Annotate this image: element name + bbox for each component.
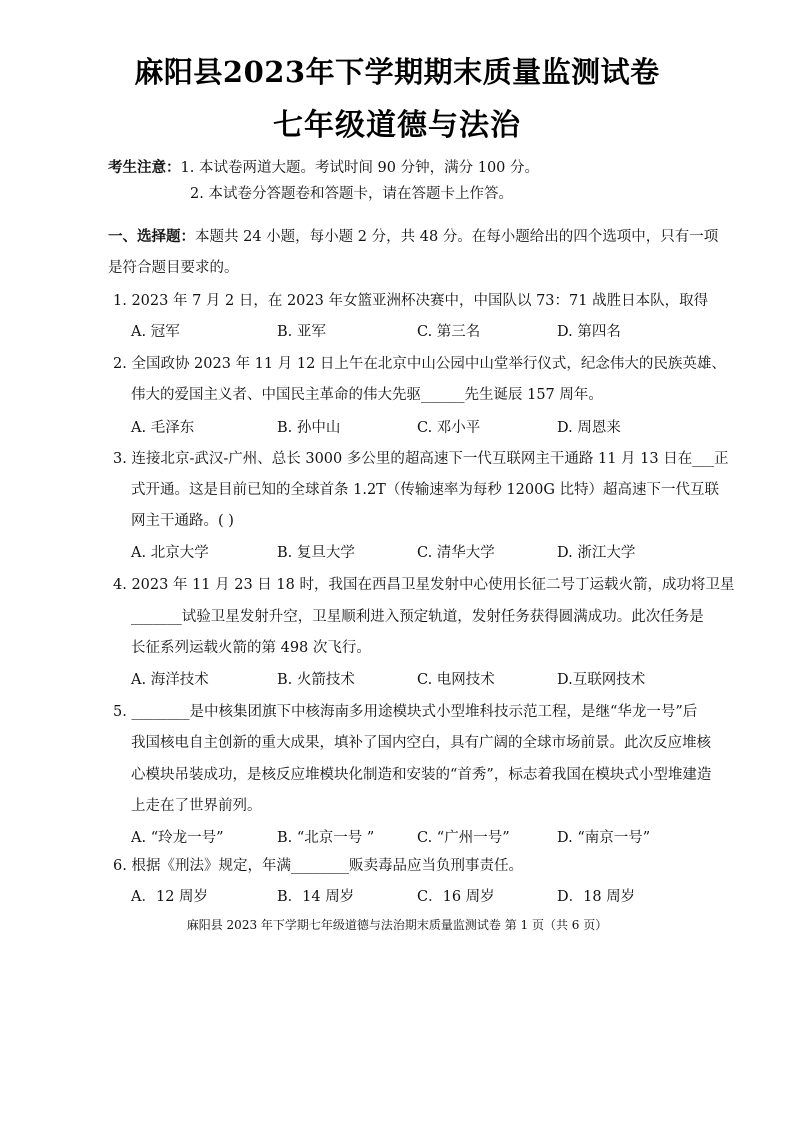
- question-4-option-d: D.互联网技术: [557, 672, 646, 688]
- question-4-line-1: 4. 2023 年 11 月 23 日 18 时，我国在西昌卫星发射中心使用长征二号丁运载火箭，成功将卫星: [113, 577, 735, 593]
- section-1-intro-line-2: 是符合题目要求的。: [108, 260, 239, 276]
- question-6-option-b: B．14 周岁: [277, 889, 355, 905]
- question-4-line-3: 长征系列运载火箭的第 498 次飞行。: [131, 640, 371, 656]
- question-2-line-1: 2. 全国政协 2023 年 11 月 12 日上午在北京中山公园中山堂举行仪式，纪念伟大的民族英雄、: [113, 356, 726, 372]
- question-6-option-c: C．16 周岁: [417, 889, 495, 905]
- question-5-line-4: 上走在了世界前列。: [131, 798, 262, 814]
- question-1-option-b: B. 亚军: [277, 324, 326, 340]
- notice-line-1: [108, 158, 539, 178]
- section-1-intro-text: 本题共 24 小题，每小题 2 分，共 48 分。在每小题给出的四个选项中，只有一项: [195, 229, 719, 245]
- question-5-option-a: A. “玲龙一号”: [131, 830, 224, 846]
- notice-line-2: 2. 本试卷分答题卷和答题卡，请在答题卡上作答。: [190, 186, 513, 202]
- question-1-line-1: 1. 2023 年 7 月 2 日，在 2023 年女篮亚洲杯决赛中，中国队以 73：71 战胜日本队，取得: [113, 293, 709, 309]
- question-5-line-2: 我国核电自主创新的重大成果，填补了国内空白，具有广阔的全球市场前景。此次反应堆核: [131, 735, 711, 751]
- question-2-option-d: D. 周恩来: [557, 420, 621, 436]
- exam-title: 麻阳县2023年下学期期末质量监测试卷: [134, 55, 660, 89]
- question-3-line-1: 3. 连接北京-武汉-广州、总长 3000 多公里的超高速下一代互联网主干通路 11 月 13 日在___正: [113, 451, 729, 467]
- page-footer: 麻阳县 2023 年下学期七年级道德与法治期末质量监测试卷 第 1 页（共 6 页）: [186, 918, 608, 932]
- question-5-line-1: 5. ________是中核集团旗下中核海南多用途模块式小型堆科技示范工程，是继“华龙一号”后: [113, 704, 698, 720]
- question-3-option-d: D. 浙江大学: [557, 545, 636, 561]
- question-4-line-2: _______试验卫星发射升空，卫星顺利进入预定轨道，发射任务获得圆满成功。此次任务是: [131, 609, 704, 625]
- question-1-option-d: D. 第四名: [557, 324, 621, 340]
- question-2-option-c: C. 邓小平: [417, 420, 481, 436]
- question-5-option-d: D. “南京一号”: [557, 830, 651, 846]
- question-6-option-a: A．12 周岁: [131, 889, 209, 905]
- question-2-option-a: A. 毛泽东: [131, 420, 195, 436]
- notice-label: 考生注意：: [108, 159, 181, 176]
- question-2-line-2: 伟大的爱国主义者、中国民主革命的伟大先驱______先生诞辰 157 周年。: [131, 387, 603, 403]
- question-1-option-c: C. 第三名: [417, 324, 481, 340]
- question-6-option-d: D．18 周岁: [557, 889, 636, 905]
- exam-subtitle: 七年级道德与法治: [273, 108, 521, 143]
- question-2-option-b: B. 孙中山: [277, 420, 341, 436]
- question-3-option-a: A. 北京大学: [131, 545, 209, 561]
- question-5-option-c: C. “广州一号”: [417, 830, 510, 846]
- section-1-label: 一、选择题：: [108, 228, 195, 245]
- question-5-option-b: B. “北京一号 ”: [277, 830, 375, 846]
- question-3-option-b: B. 复旦大学: [277, 545, 355, 561]
- question-3-line-2: 式开通。这是目前已知的全球首条 1.2T（传输速率为每秒 1200G 比特）超高速下一代互联: [131, 482, 720, 498]
- question-4-option-c: C. 电网技术: [417, 672, 495, 688]
- question-6-line-1: 6. 根据《刑法》规定，年满________贩卖毒品应当负刑事责任。: [113, 858, 523, 874]
- notice-text-1: 1. 本试卷两道大题。考试时间 90 分钟，满分 100 分。: [180, 160, 540, 176]
- section-1-intro: [108, 227, 718, 247]
- question-3-option-c: C. 清华大学: [417, 545, 495, 561]
- question-4-option-a: A. 海洋技术: [131, 672, 209, 688]
- question-4-option-b: B. 火箭技术: [277, 672, 355, 688]
- question-1-option-a: A. 冠军: [131, 324, 180, 340]
- question-5-line-3: 心模块吊装成功，是核反应堆模块化制造和安装的“首秀”，标志着我国在模块式小型堆建造: [131, 767, 712, 783]
- question-3-line-3: 网主干通路。( ): [131, 513, 234, 529]
